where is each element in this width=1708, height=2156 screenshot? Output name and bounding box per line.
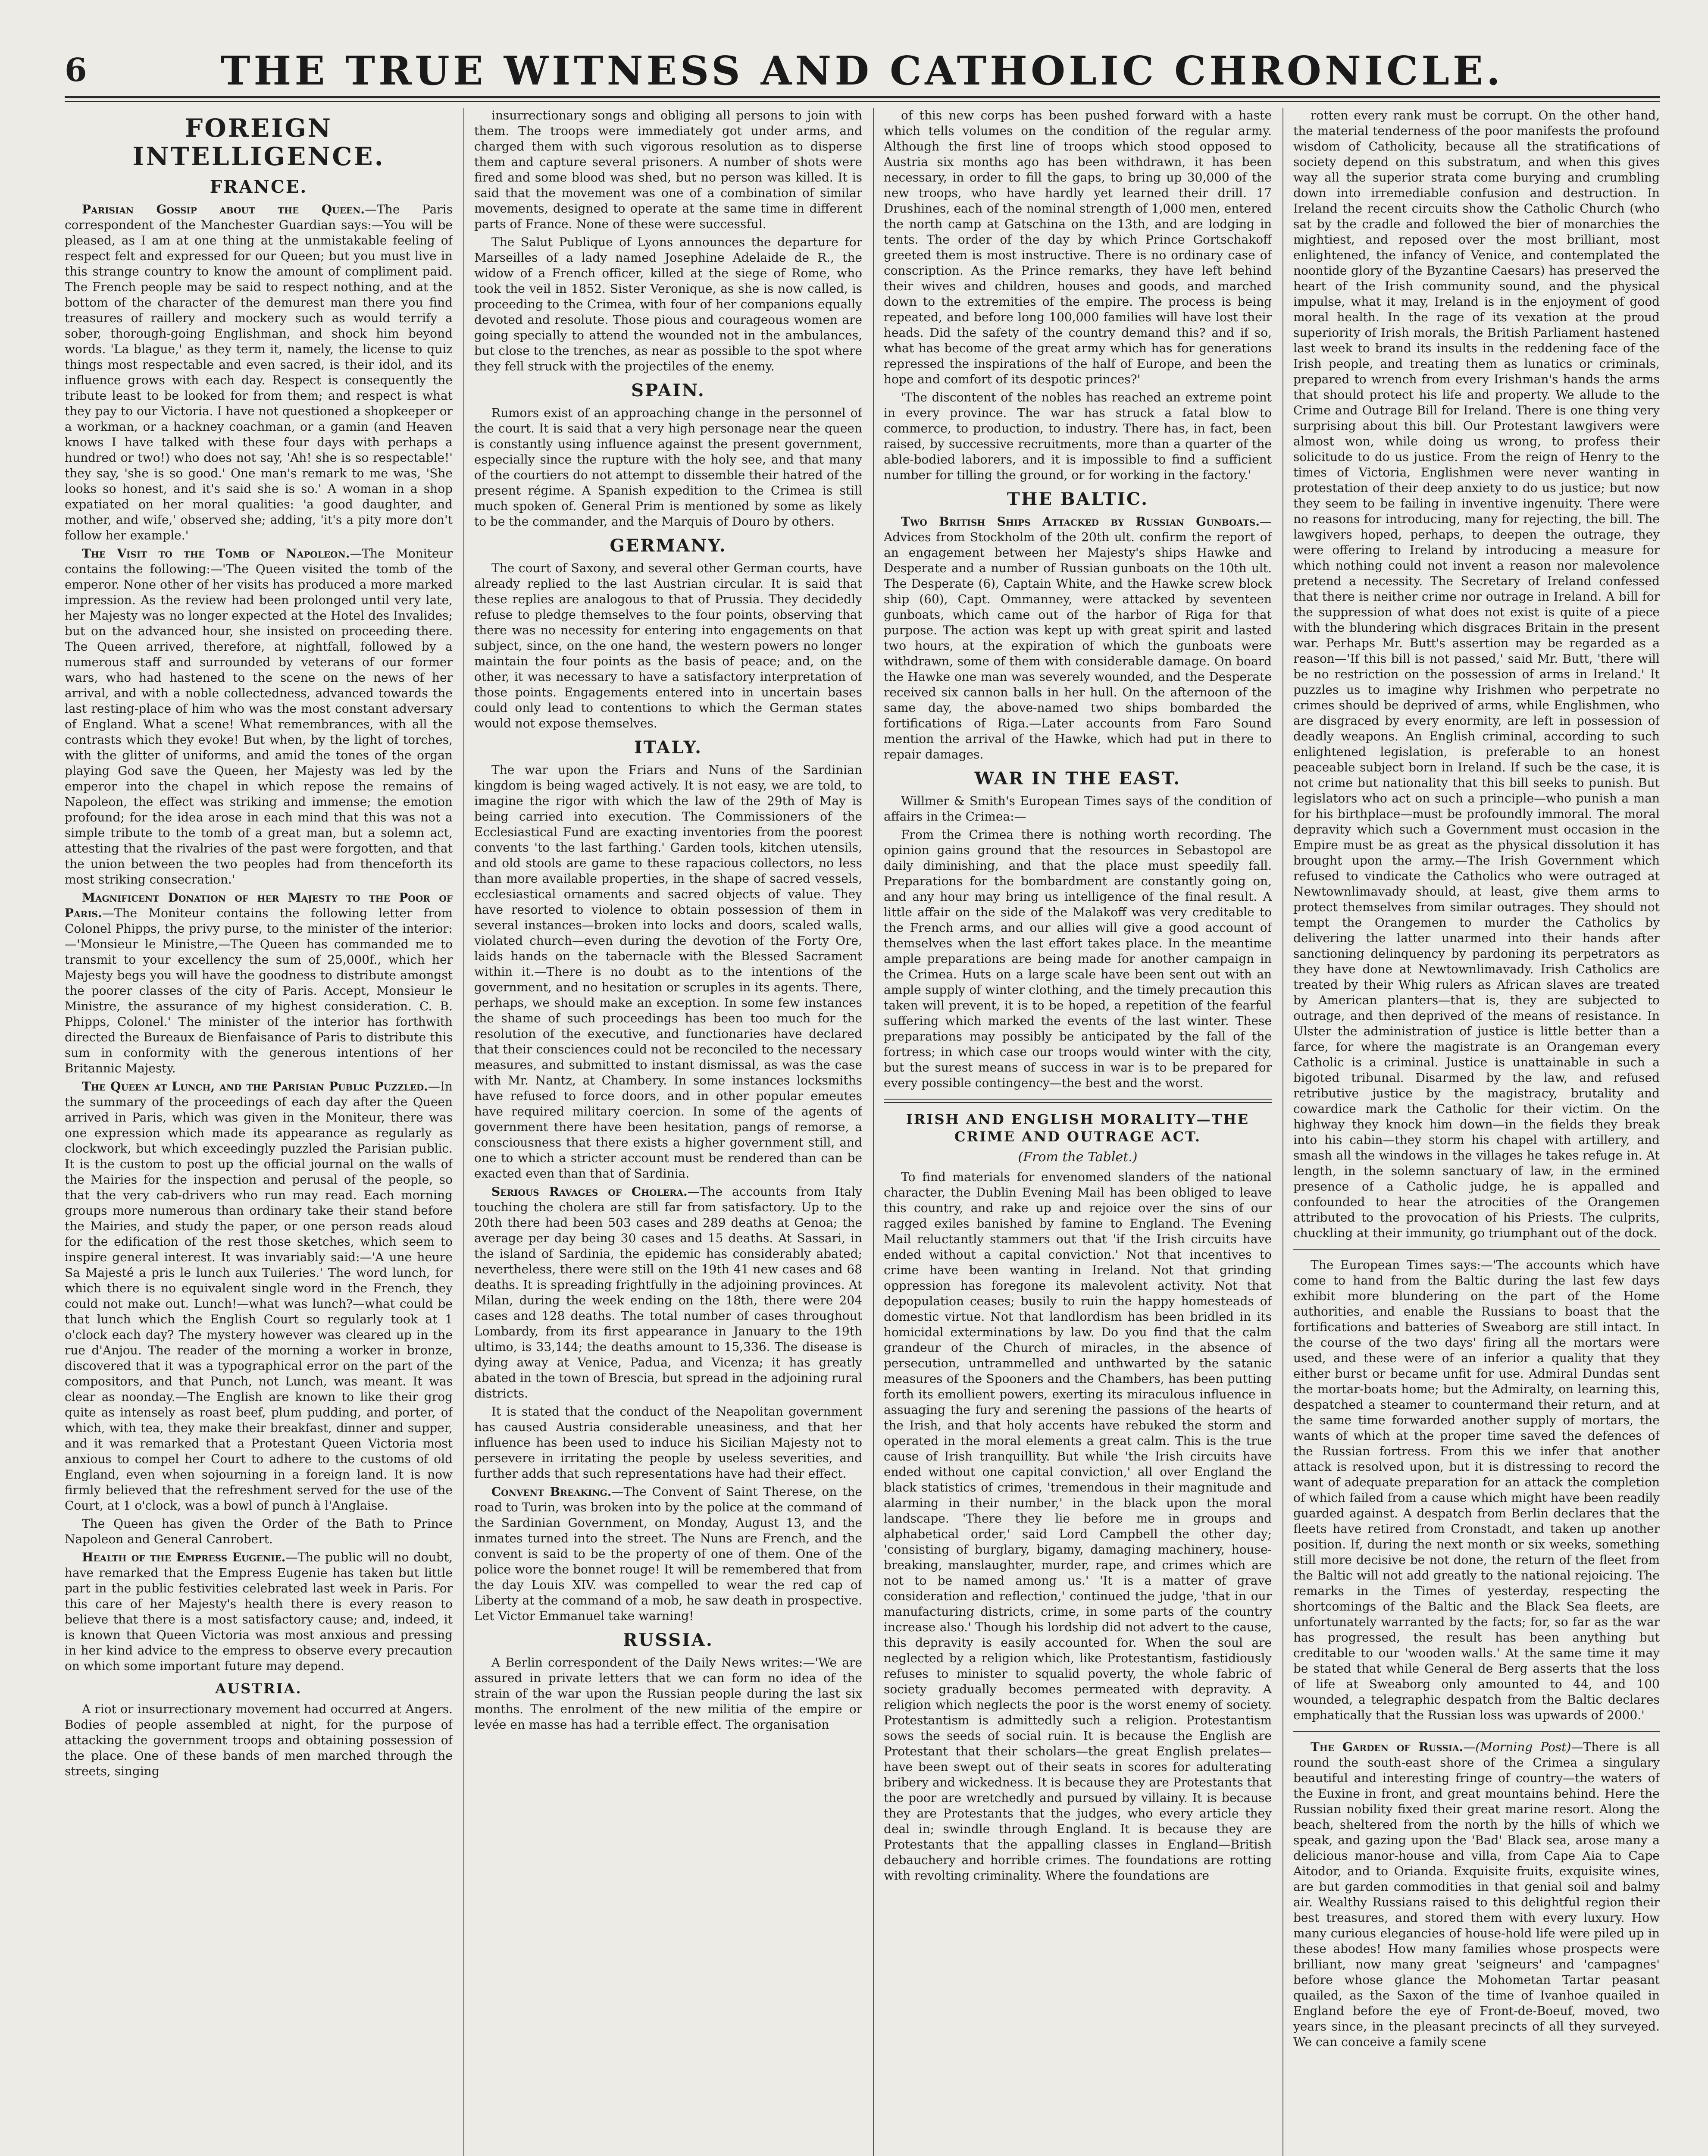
article-text: —The Moniteur contains the following letter from Colonel Phipps, the privy purse, to the minister of the interior:—'Monsieur le Ministre,—The Queen has commanded me to transmit to your excellency the sum of 25,000f., which her Majesty begs you will have the goodness to distribute amongst the poorer classes of the city of Paris. Accept, Monsieur le Ministre, the assurance of my highest consideration. C. B. Phipps, Colonel.' The minister of the interior has forthwith directed the Bureaux de Bienfaisance of Paris to distribute this sum in conformity with the generous intentions of her Britannic Majesty. [65, 906, 453, 1075]
article-paragraph [474, 1484, 862, 1624]
column-4 [1293, 108, 1660, 2156]
masthead-rule [65, 96, 1660, 98]
article-paragraph: To find materials for envenomed slanders of the national character, the Dublin Evening Mail has been obliged to leave this country, and rake up and rejoice over the sins of our ragged exiles banished by famine to England. The Evening Mail reluctantly stammers out that 'if the Irish circuits have ended without a capital conviction.' Not that incentives to crime have been wanting in Ireland. Not that grinding oppression has foregone its malevolent activity. Not that depopulation ceases; busily to ruin the happy homesteads of domestic virtue. Not that landlordism has been bridled in its homicidal exterminations by law. Do you find that the calm grandeur of the Church of miracles, in the absence of persecution, untrammelled and unthwarted by the satanic measures of the Spooners and the Chambers, has been putting forth its emollient powers, exerting its miraculous influence in assuaging the fury and serening the passions of the hearts of the Irish, and that holy accents have rebuked the storm and operated in the moral elements a great calm. This is the true cause of Irish tranquillity. But while 'the Irish circuits have ended without one capital conviction,' all over England the black statistics of crimes, 'tremendous in their magnitude and alarming in their number,' in the black upon the moral landscape. 'There they lie before me in groups and alphabetical order,' said Lord Campbell the other day; 'consisting of burglary, bigamy, damaging machinery, house-breaking, manslaughter, murder, rape, and crimes which are not to be named among us.' 'It is a matter of grave consideration and reflection,' continued the judge, 'that in our manufacturing districts, crime, in some parts of the country increase also.' Though his lordship did not advert to the cause, this depravity is easily accounted for. When the soul are neglected by a religion which, like Protestantism, fastidiously refuses to minister to squalid poverty, the whole fabric of society gradually becomes permeated with depravity. A religion which neglects the poor is the worst enemy of society. Protestantism is admittedly such a religion. Protestantism sows the seeds of social ruin. It is because the English are Protestant that their scholars—the great English prelates—have been swept out of their seats in scores for adulterating bribery and wickedness. It is because they are Protestants that the poor are wretchedly and pursued by villainy. It is because they are Protestants that the judges, who every article they deal in; swindle through England. It is because they are Protestants that the appalling classes in England—British debauchery and horrible crimes. The foundations are rotting with revolting criminality. Where the foundations are [884, 1170, 1272, 1883]
article-paragraph [1293, 1739, 1660, 2050]
article-paragraph [65, 202, 453, 543]
section-heading-russia: RUSSIA. [623, 1630, 713, 1650]
section-heading-spain: SPAIN. [631, 380, 705, 401]
article-paragraph: rotten every rank must be corrupt. On the other hand, the material tenderness of the poor manifests the profound wisdom of Catholicity, because all the stratifications of society depend on this substratum, and when this gives way all the superior strata come burying and crumbling down into irremediable confusion and destruction. In Ireland the recent circuits show the Catholic Church (who sat by the cradle and followed the bier of monarchies the mightiest, and reposed over the most brilliant, most enlightened, the infancy of Venice, and contemplated the noontide glory of the Byzantine Caesars) has preserved the heart of the Irish community sound, and the physical impulse, what it may, Ireland is in the enjoyment of good moral health. In the rage of its vexation at the proud superiority of Irish morals, the British Parliament hastened last week to brand its insults in the reddening face of the Irish people, and treating them as lunatics or criminals, prepared to wrench from every Irishman's hands the arms that should protect his life and property. We allude to the Crime and Outrage Bill for Ireland. There is one thing very surprising about this bill. Our Protestant lawgivers were almost won, while doing us wrong, to profess their solicitude to do us justice. From the reign of Henry to the times of Victoria, Englishmen were never wanting in protestation of their deep anxiety to do us justice; but now they seem to be failing in inventive ingenuity. There were no reasons for introducing, many for rejecting, the bill. The lawgivers hoped, perhaps, to deepen the outrage, they were offering to Ireland by introducing a measure for which nothing could not invent a reason nor malevolence pretend a necessity. The Secretary of Ireland confessed that there is neither crime nor outrage in Ireland. A bill for the suppression of what does not exist is quite of a piece with the blundering which disgraces Britain in the present war. Perhaps Mr. Butt's assertion may be regarded as a reason—'If this bill is not passed,' said Mr. Butt, 'there will be no restriction on the possession of arms in Ireland.' It puzzles us to imagine why Irishmen who perpetrate no crimes should be deprived of arms, while Englishmen, who are disgraced by every enormity, are left in possession of deadly weapons. An English criminal, according to such enlightened legislation, is preferable to an honest peaceable subject born in Ireland. If such be the case, it is not crime but nationality that this bill seeks to punish. But legislators who act on such a principle—who punish a man for his birthplace—must be profoundly immoral. The moral depravity which such a Government must occasion in the Empire must be as great as the physical dissolution it has brought upon the army.—The Irish Government which refused to vindicate the Catholics who were outraged at Newtownlimavady should, at least, give them arms to protect themselves from similar outrages. They should not tempt the Orangemen to murder the Catholics by delivering the latter unarmed into their hands after sanctioning delinquency by pardoning its perpetrators as they have done at Newtownlimavady. Irish Catholics are treated by their Whig rulers as African slaves are treated by American planters—that is, they are subjected to outrage, and then deprived of the means of resistance. In Ulster the administration of justice is little better than a farce, for where the magistrate is an Orangeman every Catholic is a criminal. Justice is unattainable in such a bigoted tribunal. Disarmed by the law, and refused retributive justice by the magistracy, brutality and cowardice mark the Catholic for their victim. On the highway they knock him down—in the fields they break into his cabin—they storm his chapel with artillery, and smash all the windows in the villages he takes refuge in. At length, in the solemn sanctuary of law, in the ermined presence of a Catholic judge, he is appalled and confounded to hear the atrocities of the Orangemen attributed to the provocation of his Priests. The culprits, chuckling at their immunity, go triumphant out of the dock. [1293, 108, 1660, 1240]
article-paragraph [65, 1079, 453, 1514]
section-heading-war-in-the-east: WAR IN THE EAST. [974, 768, 1181, 789]
article-text: —Advices from Stockholm of the 20th ult. confirm the report of an engagement between her Majesty's ships Hawke and Desperate and a number of Russian gunboats on the 10th ult. The Desperate (6), Captain White, and the Hawke screw block ship (60), Capt. Ommanney, were attacked by seventeen gunboats, which came out of the harbor of Riga for that purpose. The action was kept up with great spirit and lasted two hours, at the expiration of which the gunboats were withdrawn, some of them with considerable damage. On board the Hawke one man was severely wounded, and the Desperate received six cannon balls in her hull. On the afternoon of the same day, the above-named two ships bombarded the fortifications of Riga.—Later accounts from Faro Sound mention the arrival of the Hawke, which had put in there to repair damages. [884, 514, 1272, 761]
section-heading-foreign-intelligence: FOREIGN INTELLIGENCE. [132, 113, 385, 171]
section-heading-germany: GERMANY. [610, 536, 727, 556]
section-heading-irish-english-morality: IRISH AND ENGLISH MORALITY—THE CRIME AND OUTRAGE ACT. [906, 1111, 1250, 1145]
article-paragraph: A Berlin correspondent of the Daily News writes:—'We are assured in private letters that we can form no idea of the strain of the war upon the Russian people during the last six months. The enrolment of the new militia of the empire or levée en masse has had a terrible effect. The organisation [474, 1655, 862, 1732]
article-paragraph: The Salut Publique of Lyons announces the departure for Marseilles of a lady named Josephine Adelaide de R., the widow of a French officer, killed at the siege of Rome, who took the veil in 1852. Sister Veronique, as she is now called, is proceeding to the Crimea, with four of her companions equally devoted and resolute. Those pious and courageous women are going specially to attend the wounded not in the ambulances, but close to the trenches, as near as possible to the spot where they fell struck with the projectiles of the enemy. [474, 235, 862, 373]
article-paragraph: The European Times says:—'The accounts which have come to hand from the Baltic during the last few days exhibit more blundering on the part of the Home authorities, and enable the Russians to boast that the fortifications and batteries of Sweaborg are still intact. In the course of the two days' firing all the mortars were used, and these were of an inferior a quality that they either burst or became unfit for use. Admiral Dundas sent the mortar-boats home; but the Admiralty, on learning this, despatched a steamer to countermand their return, and at the same time forwarded another supply of mortars, the wants of which at the proper time saved the defences of the Russian fortress. From this we infer that another attack is resolved upon, but it is distressing to record the want of adequate preparation for an attack the completion of which failed from a cause which might have been readily guarded against. A despatch from Berlin declares that the fleets have retired from Cronstadt, and taken up another position. If, during the next month or six weeks, something still more decisive be not done, the return of the fleet from the Baltic will not add greatly to the national rejoicing. The remarks in the Times of yesterday, respecting the shortcomings of the Baltic and the Black Sea fleets, are unfortunately warranted by the facts; for, so far as the war has progressed, the result has been anything but creditable to our 'wooden walls.' At the same time it may be stated that while General de Berg asserts that the loss of life at Sweaborg only amounted to 44, and 100 wounded, a telegraphic despatch from the Baltic declares emphatically that the Russian loss was upwards of 2000.' [1293, 1258, 1660, 1722]
article-paragraph [884, 514, 1272, 762]
article-runin-heading: Two British Ships Attacked by Russian Gunboats. [901, 514, 1260, 529]
masthead-rule-thin [65, 101, 1660, 102]
article-text: —The Paris correspondent of the Manchester Guardian says:—You will be pleased, as I am at one thing at the unmistakable feeling of respect felt and expressed for our Queen; but you must live in this strange country to know the amount of compliment paid. The French people may be said to respect nothing, and at the bottom of the character of the demurest man there you find treasures of raillery and mockery such as would terrify a sober, thorough-going Englishman, and shock him beyond words. 'La blague,' as they term it, namely, the license to quiz things most respectable and even sacred, is their idol, and its influence grows with each day. Respect is consequently the tribute least to be looked for from them; and respect is what they pay to our Victoria. I have not questioned a shopkeeper or a workman, or a hackney coachman, or a gamin (and Heaven knows I have talked with these four days with perhaps a hundred or two!) who does not say, 'Ah! she is so respectable!' they say, 'she is so good.' One man's remark to me was, 'She looks so honest, and it's said she is so.' A woman in a shop expatiated on her moral qualities: 'a good daughter, and mother, and wife,' observed she; adding, 'it's a pity more don't follow her example.' [65, 202, 453, 542]
article-runin-heading: The Garden of Russia. [1311, 1740, 1464, 1754]
article-text: —The Moniteur contains the following:—'The Queen visited the tomb of the emperor. None other of her visits has produced a more marked impression. As the review had been prolonged until very late, her Majesty was no longer expected at the Hotel des Invalides; but on the advanced hour, she insisted on proceeding there. The Queen arrived, therefore, at nightfall, followed by a numerous staff and surrounded by veterans of our former wars, who had hastened to the scene on the news of her arrival, and with a noble collectedness, advanced towards the last resting-place of him who was the most constant adversary of England. What a scene! What remembrances, with all the contrasts which they evoke! But when, by the light of torches, with the glitter of uniforms, and amid the tones of the organ playing God save the Queen, her Majesty was led by the emperor into the chapel in which repose the remains of Napoleon, the effect was striking and immense; the emotion profound; for the idea arose in each mind that this was not a simple tribute to the tomb of a great man, but a solemn act, attesting that the rivalries of the past were forgotten, and that the union between the two peoples had from thenceforth its most striking consecration.' [65, 546, 453, 887]
article-paragraph [65, 546, 453, 887]
article-text: —The accounts from Italy touching the cholera are still far from satisfactory. Up to the 20th there had been 503 cases and 289 deaths at Genoa; the average per day being 30 cases and 15 deaths. At Sassari, in the island of Sardinia, the epidemic has considerably abated; nevertheless, there were still on the 19th 41 new cases and 68 deaths. It is spreading frightfully in the adjoining provinces. At Milan, during the week ending on the 18th, there were 204 cases and 128 deaths. The total number of cases throughout Lombardy, from its first appearance in January to the 19th ultimo, is 33,144; the deaths amount to 15,336. The disease is dying away at Venice, Padua, and Vicenza; it has greatly abated in the town of Brescia, but spread in the adjoining rural districts. [474, 1185, 862, 1401]
article-paragraph: 'The discontent of the nobles has reached an extreme point in every province. The war has struck a fatal blow to commerce, to production, to industry. There has, in fact, been raised, by successive recruitments, more than a quarter of the able-bodied laborers, and it is impossible to find a sufficient number for tilling the ground, or for working in the factory.' [884, 390, 1272, 482]
article-runin-heading: Parisian Gossip about the Queen. [82, 202, 365, 216]
article-paragraph: A riot or insurrectionary movement had occurred at Angers. Bodies of people assembled at night, for the purpose of attacking the government troops and obtaining possession of the place. One of these bands of men marched through the streets, singing [65, 1702, 453, 1778]
article-runin-heading: Magnificent Donation of her Majesty to the Poor of Paris. [65, 890, 453, 920]
article-runin-heading: The Queen at Lunch, and the Parisian Public Puzzled. [82, 1079, 428, 1094]
article-paragraph: The war upon the Friars and Nuns of the Sardinian kingdom is being waged actively. It is not easy, we are told, to imagine the rigor with which the law of the 29th of May is being carried into execution. The Commissioners of the Ecclesiastical Fund are exacting inventories from the poorest convents 'to the last farthing.' Garden tools, kitchen utensils, and old stools are game to these rapacious collectors, no less than more available properties, in the shape of sacred vessels, ecclesiastical ornaments and sacred objects of value. They have resorted to violence to obtain possession of them in several instances—broken into locks and doors, scaled walls, violated church—even during the devotion of the Forty Ore, laids hands on the tabernacle with the Blessed Sacrament within it.—There is no doubt as to the intentions of the government, and no hesitation or scruples in its agents. There, perhaps, we should make an exception. In some few instances the shame of such proceedings has been too much for the resolution of the executive, and functionaries have declared that their consciences could not be reconciled to the necessary measures, and submitted to instant dismissal, as was the case with Mr. Nantz, at Chambery. In some instances locksmiths have refused to force doors, and in other popular emeutes have required military coercion. In some of the agents of government there have been hesitation, pangs of remorse, a consciousness that there exists a higher government still, and one to which a stricter account must be rendered than can be exacted even than that of Sardinia. [474, 763, 862, 1181]
section-heading-italy: ITALY. [634, 737, 703, 758]
article-paragraph: Rumors exist of an approaching change in the personnel of the court. It is said that a very high personage near the queen is constantly using influence against the present government, especially since the rupture with the holy see, and that many of the courtiers do not attempt to dissemble their hatred of the present régime. A Spanish expedition to the Crimea is still much spoken of. General Prim is mentioned by some as likely to be the commander, and the Marquis of Douro by others. [474, 406, 862, 529]
page-number: 6 [65, 52, 87, 89]
article-text: —The public will no doubt, have remarked that the Empress Eugenie has taken but little part in the public festivities celebrated last week in Paris. For this care of her Majesty's health there is every reason to believe that there is a most satisfactory cause; and, indeed, it is known that Queen Victoria was most anxious and pressing in her kind advice to the empress to observe every precaution on which some important future may depend. [65, 1550, 453, 1673]
article-paragraph: The court of Saxony, and several other German courts, have already replied to the last Austrian circular. It is said that these replies are analogous to that of Prussia. They decidedly refuse to pledge themselves to the four points, observing that there was no necessity for entering into engagements on that subject, since, on the one hand, the western powers no longer maintain the four points as the basis of peace; and, on the other, it was necessary to have a satisfactory interpretation of those points. Engagements entered into in uncertain bases could only lead to contentions to which the German states would not expose themselves. [474, 561, 862, 730]
article-paragraph [474, 1184, 862, 1401]
article-source: —(Morning Post) [1463, 1740, 1571, 1754]
article-runin-heading: Serious Ravages of Cholera. [491, 1185, 688, 1199]
article-paragraph: Willmer & Smith's European Times says of the condition of affairs in the Crimea:— [884, 794, 1272, 824]
section-heading-austria: AUSTRIA. [215, 1680, 302, 1697]
article-separator [1293, 1731, 1660, 1732]
article-text: —The Convent of Saint Therese, on the road to Turin, was broken into by the police at the command of the Sardinian Government, on Monday, August 13, and the inmates turned into the street. The Nuns are French, and the convent is said to be the property of one of them. One of the police wore the bonnet rouge! It will be remembered that from the day Louis XIV. was compelled to wear the red cap of Liberty at the command of a mob, he saw death in prospective. Let Victor Emmanuel take warning! [474, 1485, 862, 1623]
article-paragraph [65, 890, 453, 1076]
section-heading-the-baltic: THE BALTIC. [1007, 489, 1149, 509]
article-paragraph: The Queen has given the Order of the Bath to Prince Napoleon and General Canrobert. [65, 1517, 453, 1546]
article-text: —In the summary of the proceedings of each day after the Queen arrived in Paris, which was given in the Moniteur, there was one expression which made its appearance as regularly as clockwork, but which exceedingly puzzled the Parisian public. It is the custom to post up the official journal on the walls of the Mairies for the inspection and perusal of the people, so that the very cab-drivers who run may read. Each morning groups more numerous than ordinary take their stand before the Mairies, and study the paper, or one person reads aloud for the edification of the rest those sketches, which seem to inspire general interest. It was invariably said:—'A une heure Sa Majesté a pris le lunch aux Tuileries.' The word lunch, for which there is no equivalent single word in the French, they could not make out. Lunch!—what was lunch?—what could be that lunch which the English Court so regularly took at 1 o'clock each day? The mystery however was cleared up in the rue d'Anjou. The reader of the morning a worker in bronze, discovered that it was a typographical error on the part of the compositors, and that Punch, not Lunch, was meant. It was clear as noonday.—The English are known to like their grog quite as intensely as roast beef, plum pudding, and porter, of which, with tea, they make their breakfast, dinner and supper, and it was remarked that a Protestant Queen Victoria most anxious to compel her Court to adhere to the customs of old England, even when sojourning in a foreign land. It is now firmly believed that the refreshment served for the use of the Court, at 1 o'clock, was a bowl of punch à l'Anglaise. [65, 1079, 453, 1513]
article-paragraph: of this new corps has been pushed forward with a haste which tells volumes on the condition of the regular army. Although the first line of troops which stood opposed to Austria six months ago has been withdrawn, it has been necessary, in order to fill the gaps, to bring up 30,000 of the new troops, who have hardly yet learned their drill. 17 Drushines, each of the nominal strength of 1,000 men, entered the north camp at Gatschina on the 13th, and are lodging in tents. The order of the day by which Prince Gortschakoff greeted them is most instructive. There is no ordinary case of conscription. As the Prince remarks, they have left behind their wives and children, houses and goods, and marched down to the extremities of the empire. The process is being repeated, and before long 100,000 families will have lost their heads. Did the safety of the country demand this? and if so, what has become of the great army which has for generations repressed the inspirations of the half of Europe, and been the hope and comfort of its despotic princes?' [884, 108, 1272, 386]
article-source: (From the Tablet.) [1018, 1150, 1138, 1165]
article-paragraph: insurrectionary songs and obliging all persons to join with them. The troops were immediately got under arms, and charged them with such vigorous resolution as to disperse them and capture several prisoners. A number of shots were fired and some blood was shed, but no person was killed. It is said that the movement was one of a combination of similar movements, designed to operate at the same time in different parts of France. None of these were successful. [474, 108, 862, 231]
article-runin-heading: Health of the Empress Eugenie. [82, 1550, 286, 1564]
newspaper-title: THE TRUE WITNESS AND CATHOLIC CHRONICLE. [220, 47, 1504, 94]
article-separator [1293, 1249, 1660, 1250]
article-runin-heading: Convent Breaking. [491, 1485, 612, 1499]
column-1 [65, 108, 453, 2156]
article-runin-heading: The Visit to the Tomb of Napoleon. [82, 546, 350, 561]
masthead [65, 34, 1660, 95]
column-divider [463, 108, 464, 2156]
column-divider [873, 108, 874, 2156]
column-3 [884, 108, 1272, 2156]
article-separator [884, 1099, 1272, 1103]
article-text: —There is all round the south-east shore of the Crimea a singulary beautiful and interesting fringe of country—the waters of the Euxine in front, and great mountains behind. Here the Russian nobility fixed their great marine resort. Along the beach, sheltered from the north by the hills of which we speak, and gazing upon the 'Bad' Black sea, arose many a delicious manor-house and villa, from Cape Aia to Cape Aitodor, and to Orianda. Exquisite fruits, exquisite wines, are but garden commodities in that genial soil and balmy air. Wealthy Russians raised to this delightful region their best treasures, and stored them with every luxury. How many curious elegancies of house-hold life were piled up in these abodes! How many families whose prospects were brilliant, now many great 'seigneurs' and 'campagnes' before whose glance the Mohometan Tartar peasant quailed, as the Saxon of the time of Ivanhoe quailed in England before the eye of Front-de-Boeuf, moved, two years since, in the pleasant precincts of all they surveyed. We can conceive a family scene [1293, 1740, 1660, 2049]
article-paragraph [65, 1550, 453, 1674]
section-heading-france: FRANCE. [210, 177, 308, 197]
article-paragraph: It is stated that the conduct of the Neapolitan government has caused Austria considerable uneasiness, and that her influence has been used to induce his Sicilian Majesty not to persevere in irritating the people by useless severities, and further adds that such representations have had their effect. [474, 1404, 862, 1481]
column-2 [474, 108, 862, 2156]
article-paragraph: From the Crimea there is nothing worth recording. The opinion gains ground that the resources in Sebastopol are daily diminishing, and that the place must speedily fall. Preparations for the bombardment are constantly going on, and any hour may bring us intelligence of the final result. A little affair on the side of the Malakoff was very creditable to the French arms, and our allies will give a good account of themselves when the last effort takes place. In the meantime ample preparations are being made for another campaign in the Crimea. Huts on a large scale have been sent out with an ample supply of winter clothing, and the timely precaution this taken will prevent, it is to be hoped, a repetition of the fearful suffering which marked the events of the last winter. These preparations may possibly be anticipated by the fall of the fortress; in which case our troops would winter with the city, but the surest means of success in war is to be prepared for every possible contingency—the best and the worst. [884, 827, 1272, 1090]
